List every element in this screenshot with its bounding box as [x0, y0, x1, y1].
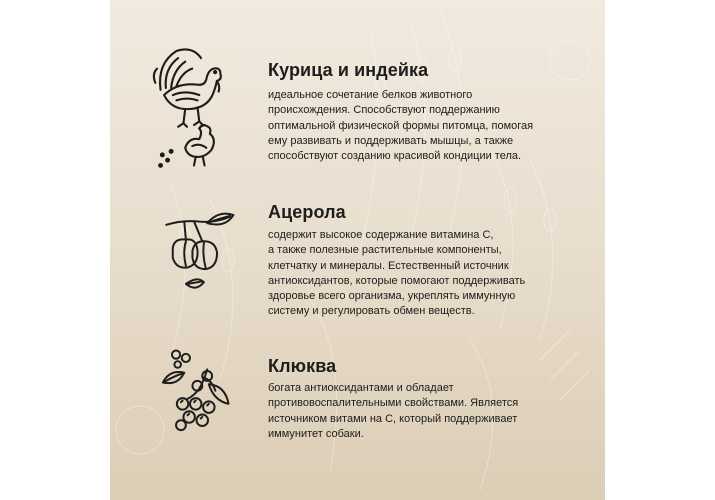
section-title: Курица и индейка	[268, 60, 429, 80]
description-line: оптимальной физической формы питомца, помогая	[268, 119, 534, 132]
section-description	[268, 381, 588, 442]
section-title: Ацерола	[268, 202, 346, 222]
description-line: здоровье всего организма, укреплять иммунную	[268, 290, 516, 303]
description-line: систему и регулировать обмен веществ.	[268, 305, 475, 318]
section-description	[268, 228, 588, 320]
description-line: клетчатку и минералы. Естественный источник	[268, 259, 509, 272]
description-line: ему развивать и поддерживать мышцы, а также	[268, 134, 514, 147]
description-line: идеальное сочетание белков животного	[268, 89, 473, 101]
cranberry-icon	[158, 338, 240, 450]
acerola-icon	[158, 200, 240, 312]
description-line: иммунитет собаки.	[268, 427, 364, 440]
description-line: антиоксидантов, которые помогают поддерживать	[268, 274, 526, 287]
section-title: Клюква	[268, 356, 337, 376]
ingredients-panel	[110, 0, 605, 500]
description-line: происхождения. Способствуют поддержанию	[268, 104, 500, 117]
description-line: а также полезные растительные компоненты,	[268, 244, 502, 257]
section-description	[268, 88, 588, 164]
description-line: богата антиоксидантами и обладает	[268, 382, 454, 394]
description-line: содержит высокое содержание витамина С,	[268, 229, 494, 241]
description-line: способствуют созданию красивой кондиции тела.	[268, 150, 522, 163]
turkey-chicken-icon	[150, 40, 238, 180]
description-line: противовоспалительными свойствами. Является	[268, 397, 519, 410]
description-line: источником витами на С, который поддерживает	[268, 412, 518, 425]
